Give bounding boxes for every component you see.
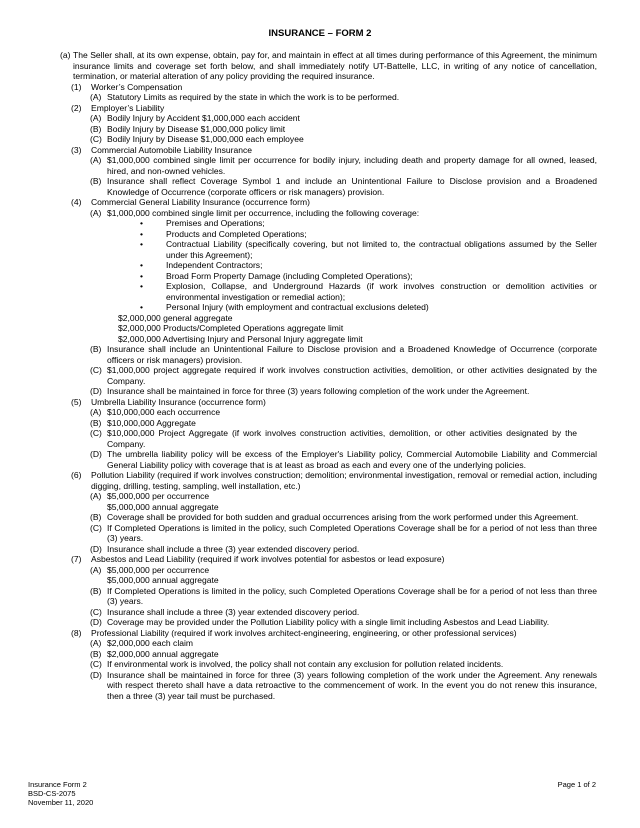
footer-doc-id: BSD-CS-2075 <box>28 789 76 798</box>
section-8-item-d: (D) Insurance shall be maintained in force for three (3) years following completion of the work under the Agreement. Any renewals with respect thereto shall have a data retroactive to the commencement of work. In the event you do not renew this insurance, then a three (3) year tail must be purchased. <box>90 669 597 701</box>
section-8-item-c: (C) If environmental work is involved, the policy shall not contain any exclusion for pollution related incidents. <box>90 659 504 669</box>
section-7-item-c: (C) Insurance shall include a three (3) year extended discovery period. <box>90 606 360 617</box>
section-4-item-c: (C) $1,000,000 project aggregate required if work involves construction activities, demolition, or other activities designated by the Company. <box>90 365 597 386</box>
section-7-item-a: (A) $5,000,000 per occurrence $5,000,000 annual aggregate <box>90 564 219 585</box>
section-4-item-d: (D) Insurance shall be maintained in force for three (3) years following completion of the work under the Agreement. <box>90 386 530 396</box>
intro-paragraph <box>60 50 597 82</box>
section-6-item-a: (A) $5,000,000 per occurrence $5,000,000 annual aggregate <box>90 491 219 512</box>
section-5-heading: (5) Umbrella Liability Insurance (occurrence form) <box>71 396 266 407</box>
section-7-heading: (7) Asbestos and Lead Liability (required if work involves potential for asbestos or lead exposure) <box>71 554 445 564</box>
document-body <box>60 50 597 701</box>
section-7-item-b: (B) If Completed Operations is limited in the policy, such Completed Operations Coverage shall be for a period of not less than three (3) years. <box>90 585 597 606</box>
section-5-item-a: (A) $10,000,000 each occurrence <box>90 407 221 417</box>
aggregate-line: $2,000,000 general aggregate <box>118 312 233 323</box>
page-number: Page 1 of 2 <box>557 780 596 789</box>
section-6-item-c: (C) If Completed Operations is limited in the policy, such Completed Operations Coverage shall be for a period of not less than three (3) years. <box>90 522 597 543</box>
intro-text: The Seller shall, at its own expense, obtain, pay for, and maintain in effect at all times during performance of this Agreement, the minimum insurance limits and coverage set forth below, and shall immediately notify UT-Battelle, LLC, in writing of any notice of cancellation, termination, or material alteration of any policy providing the required insurance. <box>73 50 597 81</box>
section-6-item-b: (B) Coverage shall be provided for both sudden and gradual occurrences arising from the work performed under this Agreement. <box>90 512 579 522</box>
list-item: • Explosion, Collapse, and Underground Hazards (if work involves construction or demolition activities or environmental investigation or remedial action); <box>140 281 597 302</box>
section-5-item-b: (B) $10,000,000 Aggregate <box>90 417 196 428</box>
section-8-item-b: (B) $2,000,000 annual aggregate <box>90 648 219 659</box>
section-6-heading: (6) Pollution Liability (required if work involves construction; demolition; environmental investigation, removal or remedial action, including digging, drilling, testing, sampling, well installation, etc.) <box>71 470 597 491</box>
aggregate-line: $2,000,000 Advertising Injury and Personal Injury aggregate limit <box>118 333 363 344</box>
section-4-item-b: (B) Insurance shall include an Unintentional Failure to Disclose provision and a Broadened Knowledge of Occurrence (corporate officers or risk managers) provision. <box>90 344 597 365</box>
section-8-item-a: (A) $2,000,000 each claim <box>90 638 194 648</box>
list-item: • Broad Form Property Damage (including Completed Operations); <box>140 270 413 281</box>
footer-date: November 11, 2020 <box>28 798 94 807</box>
section-1-item-a: (A) Statutory Limits as required by the state in which the work is to be performed. <box>90 92 400 102</box>
section-2-heading: (2) Employer’s Liability <box>71 102 165 113</box>
list-item: • Independent Contractors; <box>140 260 263 270</box>
section-4-item-a: (A) $1,000,000 combined single limit per occurrence, including the following coverage: <box>90 207 420 218</box>
intro-label: (a) <box>60 50 71 60</box>
section-1-heading: (1) Worker’s Compensation <box>71 81 183 92</box>
footer-form-name: Insurance Form 2 <box>28 780 87 789</box>
section-2-item-c: (C) Bodily Injury by Disease $1,000,000 each employee <box>90 134 304 144</box>
footer-left <box>28 780 93 807</box>
section-5-item-d: (D) The umbrella liability policy will be excess of the Employer's Liability policy, Commercial Automobile Liability and Commercial General Liability policy with coverage that is at least as broad as each and every one of the underlying policies. <box>90 449 597 470</box>
aggregate-line: $2,000,000 Products/Completed Operations aggregate limit <box>118 323 344 333</box>
section-3-item-a: (A) $1,000,000 combined single limit per occurrence for bodily injury, including death and property damage for all owned, leased, hired, and non-owned vehicles. <box>90 155 597 176</box>
section-5-item-c: (C) $10,000,000 Project Aggregate (if work involves construction activities, demolition, or other activities designated by the Company. <box>90 428 577 449</box>
section-2-item-a: (A) Bodily Injury by Accident $1,000,000 each accident <box>90 113 300 123</box>
section-8-heading: (8) Professional Liability (required if work involves architect-engineering, engineering, or other professional services) <box>71 627 517 638</box>
section-6-item-d: (D) Insurance shall include a three (3) year extended discovery period. <box>90 543 360 554</box>
page-title: INSURANCE – FORM 2 <box>268 28 372 39</box>
section-4-heading: (4) Commercial General Liability Insurance (occurrence form) <box>71 197 310 207</box>
section-3-heading: (3) Commercial Automobile Liability Insurance <box>71 144 253 155</box>
list-item: • Contractual Liability (specifically covering, but not limited to, the contractual obligations assumed by the Seller under this Agreement); <box>140 239 597 260</box>
list-item: • Personal Injury (with employment and contractual exclusions deleted) <box>140 302 429 312</box>
section-3-item-b: (B) Insurance shall reflect Coverage Symbol 1 and include an Unintentional Failure to Disclose provision and a Broadened Knowledge of Occurrence (corporate officers or risk managers) provision. <box>90 176 597 197</box>
list-item: • Premises and Operations; <box>140 218 265 228</box>
section-2-item-b: (B) Bodily Injury by Disease $1,000,000 policy limit <box>90 123 286 134</box>
section-7-item-d: (D) Coverage may be provided under the Pollution Liability policy with a single limit including Asbestos and Lead Liability. <box>90 617 550 627</box>
list-item: • Products and Completed Operations; <box>140 228 307 239</box>
